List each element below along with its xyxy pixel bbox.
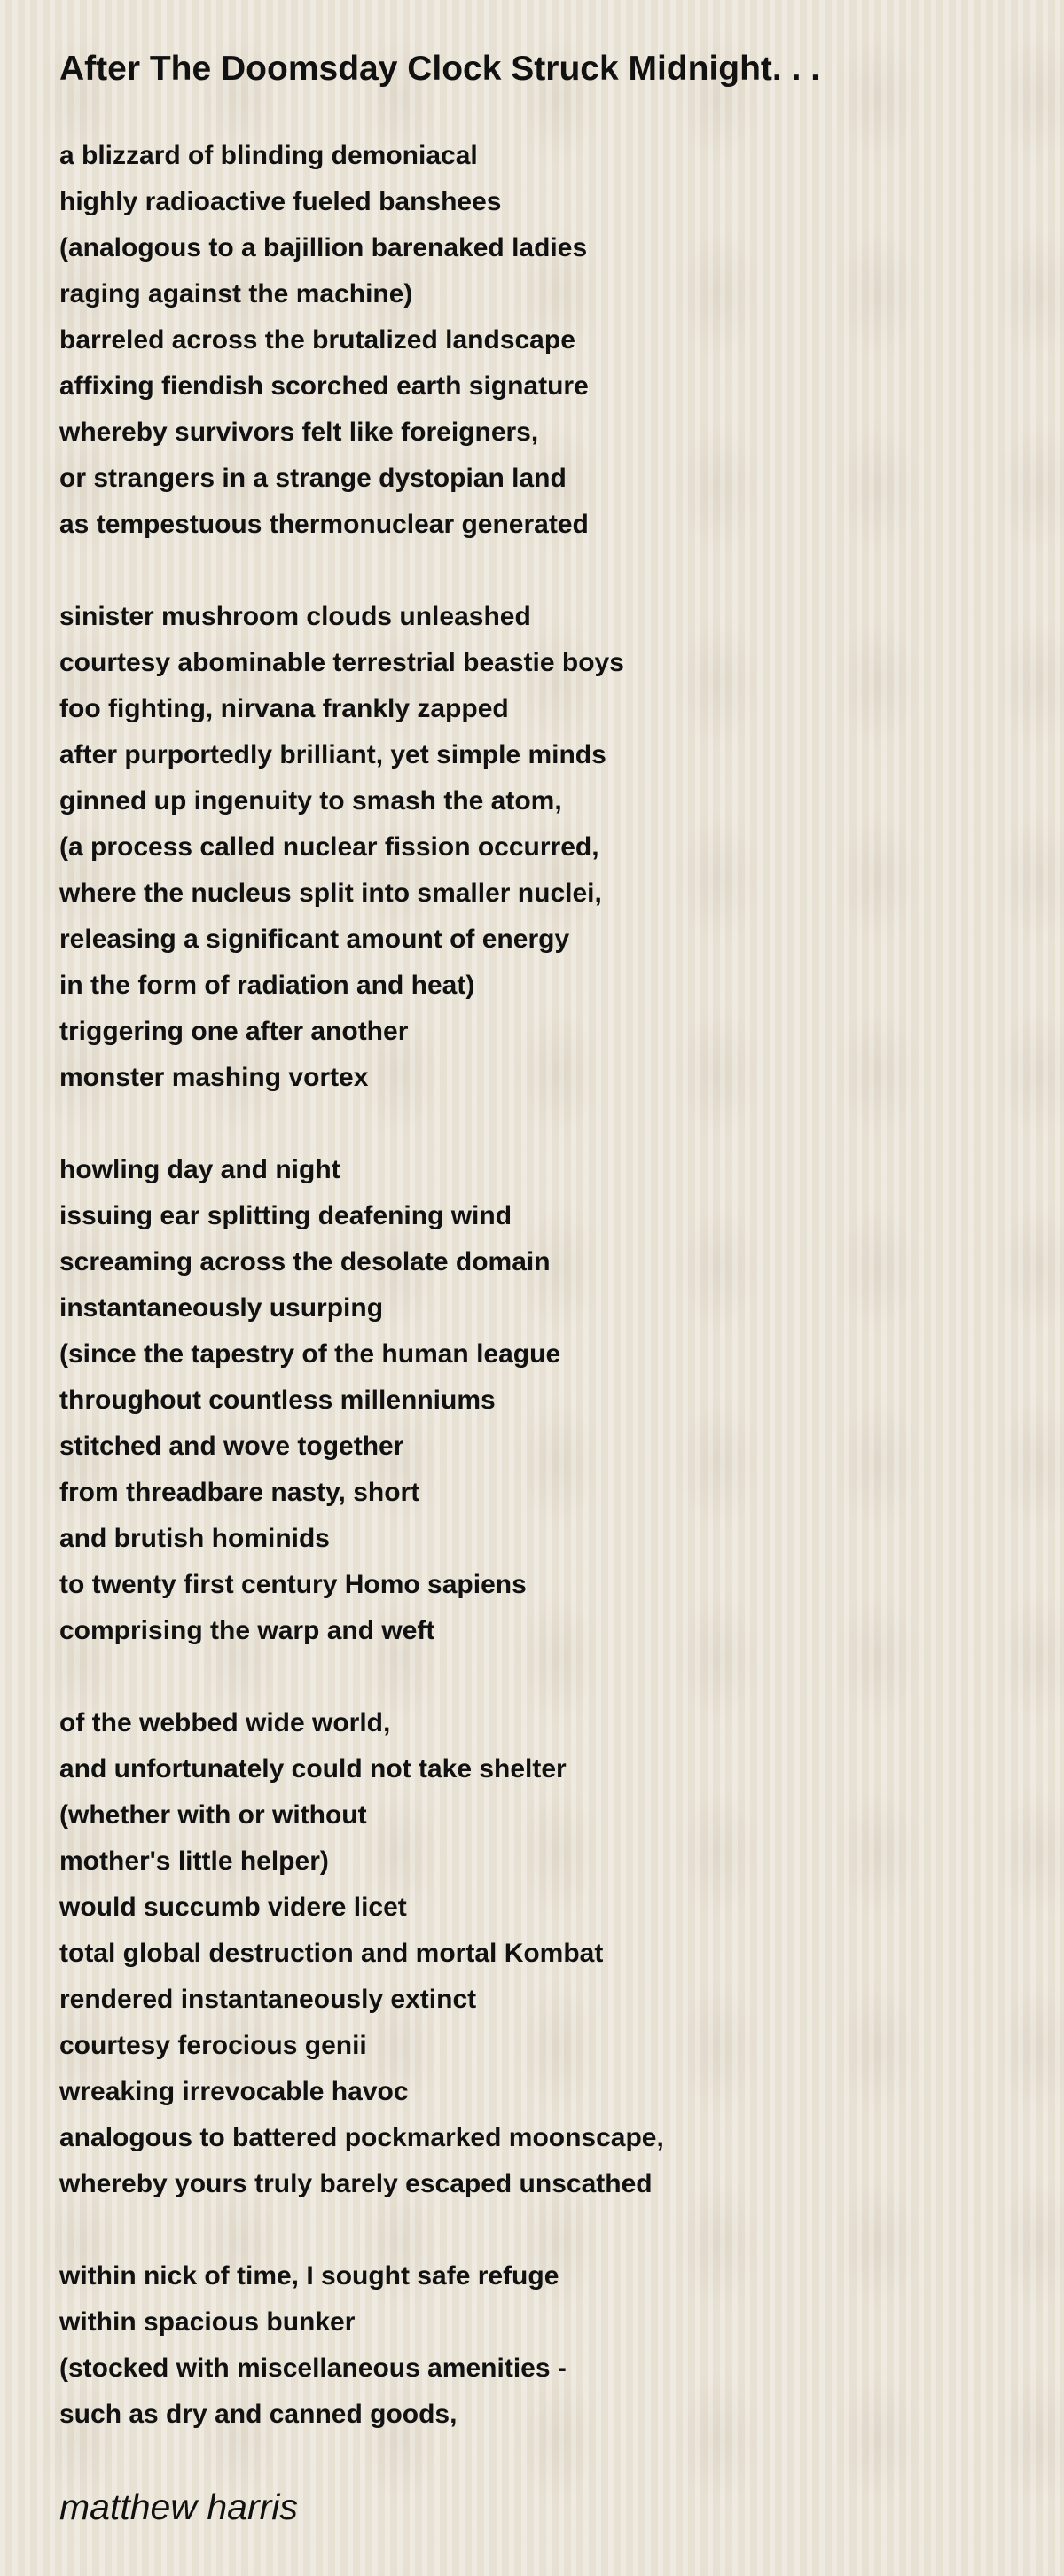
poem-line: stitched and wove together [59, 1432, 404, 1461]
poem-line: comprising the warp and weft [59, 1616, 435, 1645]
poem-line: (whether with or without [59, 1800, 367, 1830]
poem-line: throughout countless millenniums [59, 1386, 496, 1415]
poem-line: highly radioactive fueled banshees [59, 187, 502, 216]
poem-line: and unfortunately could not take shelter [59, 1754, 567, 1784]
stanza-2 [59, 594, 624, 1101]
poem-line: courtesy abominable terrestrial beastie boys [59, 648, 624, 677]
poem-line: in the form of radiation and heat) [59, 971, 475, 1000]
poem-line: a blizzard of blinding demoniacal [59, 141, 478, 170]
poem-line: after purportedly brilliant, yet simple minds [59, 740, 606, 769]
poem-line: raging against the machine) [59, 279, 413, 308]
poem-line: (stocked with miscellaneous amenities - [59, 2354, 567, 2383]
poem-line: as tempestuous thermonuclear generated [59, 510, 589, 539]
poem-line: total global destruction and mortal Kombat [59, 1939, 604, 1968]
poem-line: affixing fiendish scorched earth signature [59, 371, 589, 401]
poem-line: sinister mushroom clouds unleashed [59, 602, 531, 631]
poem-line: releasing a significant amount of energy [59, 925, 570, 954]
poem-line: within nick of time, I sought safe refuge [59, 2261, 559, 2291]
poem-line: such as dry and canned goods, [59, 2400, 458, 2429]
poem-line: monster mashing vortex [59, 1063, 369, 1092]
stanza-4 [59, 1700, 664, 2207]
poem-title: After The Doomsday Clock Struck Midnight. . . [59, 50, 821, 88]
poem-line: and brutish hominids [59, 1524, 330, 1553]
poem-line: screaming across the desolate domain [59, 1247, 551, 1276]
poem-line: from threadbare nasty, short [59, 1478, 420, 1507]
poem-line: of the webbed wide world, [59, 1708, 391, 1737]
poem-line: wreaking irrevocable havoc [59, 2077, 409, 2106]
poem-line: courtesy ferocious genii [59, 2031, 367, 2060]
poem-line: would succumb videre licet [59, 1893, 407, 1922]
poem-line: barreled across the brutalized landscape [59, 325, 575, 355]
poem-line: within spacious bunker [59, 2307, 356, 2337]
poem-line: instantaneously usurping [59, 1293, 384, 1323]
poem-line: (a process called nuclear fission occurred, [59, 832, 599, 862]
poem-line: or strangers in a strange dystopian land [59, 464, 567, 493]
poem-line: whereby survivors felt like foreigners, [59, 418, 539, 447]
author-name: matthew harris [59, 2486, 298, 2527]
stanza-5 [59, 2253, 567, 2438]
poem-line: whereby yours truly barely escaped unscathed [59, 2169, 653, 2198]
poem-line: (since the tapestry of the human league [59, 1339, 561, 1369]
poem-line: to twenty first century Homo sapiens [59, 1570, 527, 1599]
poem-line: rendered instantaneously extinct [59, 1985, 477, 2014]
poem-line: issuing ear splitting deafening wind [59, 1201, 512, 1230]
poem-line: (analogous to a bajillion barenaked ladies [59, 233, 588, 262]
poem-line: mother's little helper) [59, 1846, 329, 1876]
poem-line: foo fighting, nirvana frankly zapped [59, 694, 509, 723]
poem-line: howling day and night [59, 1155, 340, 1184]
poem-line: analogous to battered pockmarked moonscape, [59, 2123, 664, 2152]
stanza-1 [59, 133, 589, 548]
poem-line: where the nucleus split into smaller nuclei, [59, 878, 602, 908]
poem-line: triggering one after another [59, 1017, 409, 1046]
stanza-3 [59, 1147, 560, 1654]
poem-line: ginned up ingenuity to smash the atom, [59, 786, 562, 816]
